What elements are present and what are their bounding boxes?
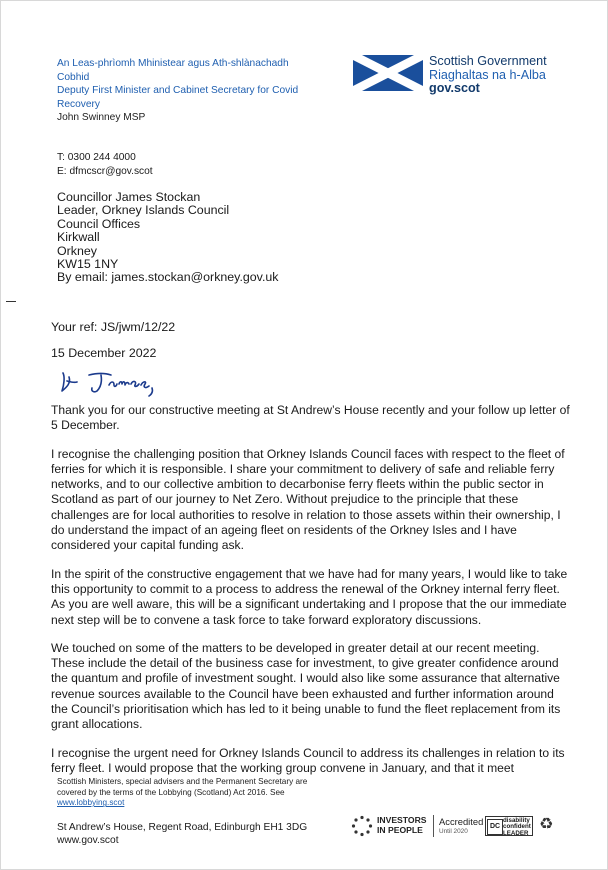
- logo-line-2: Riaghaltas na h-Alba: [429, 67, 546, 82]
- address-line: KW15 1NY: [57, 257, 119, 272]
- recycle-icon: ♻: [539, 816, 554, 833]
- disability-confident-logo-icon: DC: [487, 819, 503, 835]
- disability-confident-text: [503, 818, 531, 837]
- footer-street-address: St Andrew’s House, Regent Road, Edinburgh EH1 3DG: [57, 822, 308, 833]
- saltire-flag-icon: [353, 55, 423, 91]
- letter-date: 15 December 2022: [51, 346, 157, 360]
- investors-in-people-icon: [351, 815, 373, 837]
- accredited-until: Until 2020: [439, 828, 468, 835]
- scottish-government-logo: [353, 55, 573, 95]
- lobbying-link[interactable]: www.lobbying.scot: [57, 798, 125, 808]
- body-paragraph: I recognise the urgent need for Orkney Islands Council to address its challenges in relation to its ferry fleet. I would propose that the working group convene in January, and that it meet: [51, 745, 565, 775]
- signature-salutation-icon: [59, 367, 179, 401]
- footer-website: www.gov.scot: [57, 835, 119, 847]
- accreditation-badges: [351, 813, 571, 839]
- sender-block: [57, 57, 347, 125]
- body-paragraph: I recognise the challenging position that Orkney Islands Council faces with respect to the fleet of ferries for which it is responsible. I share your commitment to delivery of safe and reliable ferry networks, and to our collective ambition to decarbonise ferry fleets within the public sector in Scotland as part of our journey to Net Zero. Without prejudice to the principle that these challenges are for local authorities to resolve in relation to those assets within their ownership, I do understand the impact of an ageing fleet on residents of the Orkney Isles and I have considered your capital funding ask.: [51, 446, 565, 553]
- contact-details: [57, 151, 153, 178]
- handwritten-salutation: [59, 367, 179, 401]
- dc-line-2: confident: [503, 823, 531, 831]
- reference-line: Your ref: JS/jwm/12/22: [51, 320, 176, 334]
- address-line: Councillor James Stockan: [57, 190, 201, 204]
- address-line: Council Offices: [57, 216, 141, 231]
- lobbying-line-1: Scottish Ministers, special advisers and the Permanent Secretary are: [57, 777, 308, 786]
- contact-email: E: dfmcscr@gov.scot: [57, 165, 153, 177]
- lobbying-line-2: covered by the terms of the Lobbying (Scotland) Act 2016. See: [57, 787, 285, 797]
- accredited-text: Accredited: [439, 816, 484, 827]
- contact-phone: T: 0300 244 4000: [57, 152, 136, 163]
- lobbying-notice: [57, 777, 307, 809]
- body-paragraph: We touched on some of the matters to be developed in greater detail at our recent meeting. These include the detail of the business case for investment, to give greater confidence around the quantum and profile of investment sought. I would also like some assurance that alternative revenue sources available to the Council have been exhausted and further information around the Council’s prioritisation which has led to it being unable to fund the fleet replacement from its grant allocations.: [51, 640, 561, 732]
- address-line: By email: james.stockan@orkney.gov.uk: [57, 270, 279, 285]
- accredited-label: [439, 817, 483, 837]
- iip-line-2: IN PEOPLE: [377, 824, 423, 835]
- body-paragraph: Thank you for our constructive meeting at St Andrew’s House recently and your follow up letter of 5 December.: [51, 403, 570, 433]
- address-line: Kirkwall: [57, 230, 100, 245]
- letter-body: [51, 403, 571, 789]
- dc-line-3: LEADER: [503, 829, 529, 837]
- logo-line-1: Scottish Government: [429, 54, 547, 68]
- sender-title-gaelic-1: An Leas-phrìomh Mhinistear agus Ath-shlànachadh: [57, 58, 289, 69]
- investors-in-people-badge: [351, 813, 431, 839]
- address-line: Leader, Orkney Islands Council: [57, 203, 230, 218]
- fold-mark: [6, 301, 16, 302]
- sender-name: John Swinney MSP: [57, 112, 146, 124]
- badge-divider: [433, 815, 434, 837]
- sender-title-english-1: Deputy First Minister and Cabinet Secretary for Covid: [57, 85, 299, 97]
- sender-title-english-2: Recovery: [57, 98, 101, 110]
- sender-title-gaelic-2: Cobhid: [57, 71, 90, 83]
- dc-line-1: disability: [503, 817, 530, 824]
- logo-line-3: gov.scot: [429, 81, 480, 96]
- iip-line-1: INVESTORS: [377, 815, 427, 825]
- logo-text: [429, 55, 579, 96]
- disability-confident-badge: [485, 816, 533, 836]
- iip-text: [377, 816, 427, 835]
- recipient-address: [57, 191, 278, 285]
- address-line: Orkney: [57, 243, 97, 258]
- footer-address: [57, 821, 307, 848]
- body-paragraph: In the spirit of the constructive engagement that we have had for many years, I would like to take this opportunity to commit to a process to address the renewal of the Orkney internal ferry fleet. As you are well aware, this will be a significant undertaking and I propose that the our immediate next step will be to convene a task force to take forward exploratory discussions.: [51, 566, 568, 627]
